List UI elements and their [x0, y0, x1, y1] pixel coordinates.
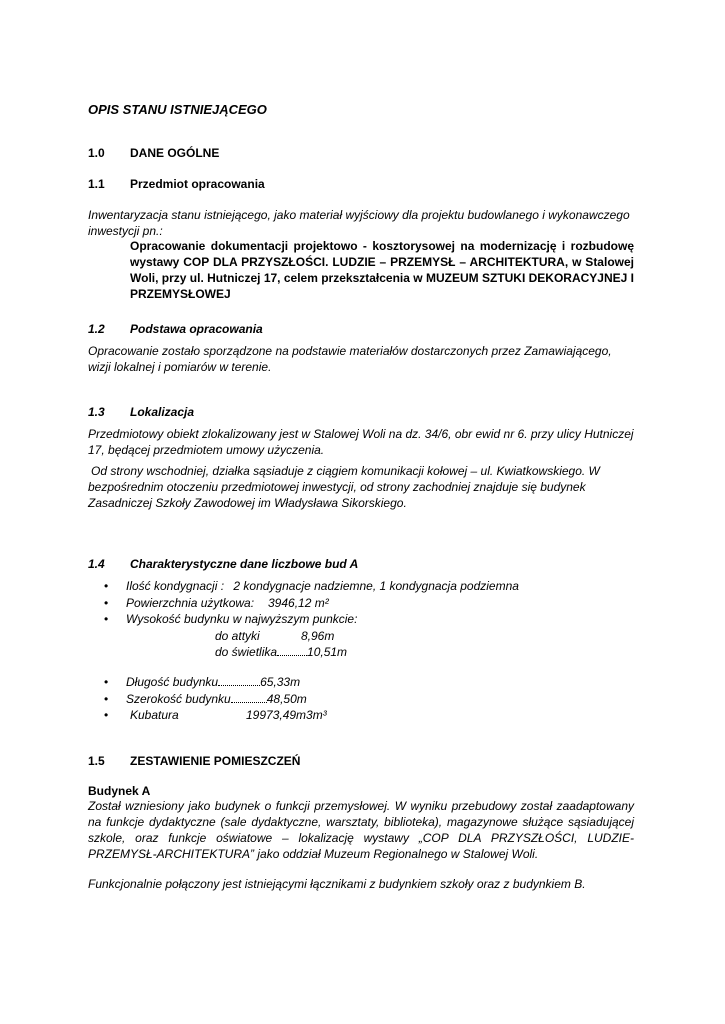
list-item	[88, 674, 628, 691]
volume-label: Kubatura	[130, 708, 179, 722]
bullet-icon: •	[104, 675, 109, 689]
section-number: 1.0	[88, 146, 105, 160]
building-a-heading: Budynek A	[88, 784, 151, 798]
section-title: DANE OGÓLNE	[130, 146, 220, 160]
document-title: OPIS STANU ISTNIEJĄCEGO	[88, 102, 267, 117]
section-1-3-paragraph-2: Od strony wschodniej, działka sąsiaduje z ciągiem komunikacji kołowej – ul. Kwiatkowskiego. W bezpośrednim otoczeniu przedmiotowej inwestycji, od strony zachodniej znajduje się budynek Zasadniczej Szkoły Zawodowej im Władysława Sikorskiego.	[88, 464, 600, 510]
dimensions-list	[88, 674, 628, 724]
section-1-5-paragraph-2: Funkcjonalnie połączony jest istniejącymi łącznikami z budynkiem szkoły oraz z budynkiem B.	[88, 877, 586, 891]
area-label: Powierzchnia użytkowa:	[126, 595, 255, 610]
section-1-1-heading	[88, 176, 634, 192]
attic-value: 8,96m	[301, 629, 335, 643]
area-value: 3946,12 m²	[268, 595, 329, 610]
building-data-list	[88, 578, 628, 628]
width-value: 48,50m	[266, 691, 307, 706]
list-item	[88, 595, 628, 612]
section-1-0-heading	[88, 145, 634, 161]
dotted-leader	[277, 645, 307, 656]
dotted-leader	[231, 692, 267, 703]
width-label: Szerokość budynku	[126, 691, 231, 706]
section-number: 1.5	[88, 754, 105, 768]
section-number: 1.3	[88, 405, 105, 419]
section-1-3-paragraph-1: Przedmiotowy obiekt zlokalizowany jest w Stalowej Woli na dz. 34/6, obr ewid nr 6. przy ulicy Hutniczej 17, będącej przedmiotem umowy użyczenia.	[88, 427, 634, 457]
list-item	[88, 691, 628, 708]
section-title: ZESTAWIENIE POMIESZCZEŃ	[130, 754, 301, 768]
section-title: Lokalizacja	[130, 405, 195, 419]
attic-label: do attyki	[215, 629, 260, 643]
section-1-3-heading	[88, 404, 634, 420]
list-item	[88, 578, 628, 595]
section-1-5-paragraph-1: Został wzniesiony jako budynek o funkcji przemysłowej. W wyniku przebudowy został zaadaptowany na funkcje dydaktyczne (sale dydaktyczne, warsztaty, biblioteka), magazynowe służące sąsiadującej szkole, oraz funkcje oświatowe – lokalizację wystawy „COP DLA PRZYSZŁOŚCI, LUDZIE-PRZEMYSŁ-ARCHITEKTURA” jako oddział Muzeum Regionalnego w Stalowej Woli.	[88, 799, 634, 861]
bullet-icon: •	[104, 579, 109, 593]
section-1-2-heading	[88, 321, 634, 337]
skylight-value: 10,51m	[307, 645, 348, 659]
section-1-4-heading	[88, 556, 634, 572]
section-title: Przedmiot opracowania	[130, 177, 265, 191]
section-number: 1.4	[88, 557, 105, 571]
height-skylight-row	[215, 644, 347, 660]
section-1-5-heading	[88, 753, 634, 769]
section-number: 1.2	[88, 322, 105, 336]
floors-label: Ilość kondygnacji :	[126, 579, 225, 593]
section-number: 1.1	[88, 177, 105, 191]
bullet-icon: •	[104, 595, 109, 610]
floors-value: 2 kondygnacje nadziemne, 1 kondygnacja podziemna	[233, 579, 519, 593]
project-name: Opracowanie dokumentacji projektowo - kosztorysowej na modernizację i rozbudowę wystawy COP DLA PRZYSZŁOŚCI. LUDZIE – PRZEMYSŁ – ARCHITEKTURA, w Stalowej Woli, przy ul. Hutniczej 17, celem przekształcenia w MUZEUM SZTUKI DEKORACYJNEJ I PRZEMYSŁOWEJ	[130, 239, 634, 301]
section-1-1-intro: Inwentaryzacja stanu istniejącego, jako materiał wyjściowy dla projektu budowlanego i wykonawczego inwestycji pn.:	[88, 208, 630, 238]
volume-value: 19973,49m3m³	[246, 708, 327, 722]
bullet-icon: •	[104, 612, 109, 626]
section-title: Charakterystyczne dane liczbowe bud A	[130, 557, 359, 571]
dotted-leader	[218, 675, 260, 686]
skylight-label: do świetlika	[215, 645, 278, 659]
length-label: Długość budynku	[126, 675, 219, 689]
length-value: 65,33m	[260, 675, 301, 689]
section-title: Podstawa opracowania	[130, 322, 263, 336]
bullet-icon: •	[104, 691, 109, 706]
height-label: Wysokość budynku w najwyższym punkcie:	[126, 612, 358, 626]
list-item	[88, 611, 628, 628]
height-attic-row	[215, 628, 334, 644]
bullet-icon: •	[104, 708, 109, 722]
section-1-2-text: Opracowanie zostało sporządzone na podstawie materiałów dostarczonych przez Zamawiającego, wizji lokalnej i pomiarów w terenie.	[88, 344, 612, 374]
list-item	[88, 707, 628, 724]
